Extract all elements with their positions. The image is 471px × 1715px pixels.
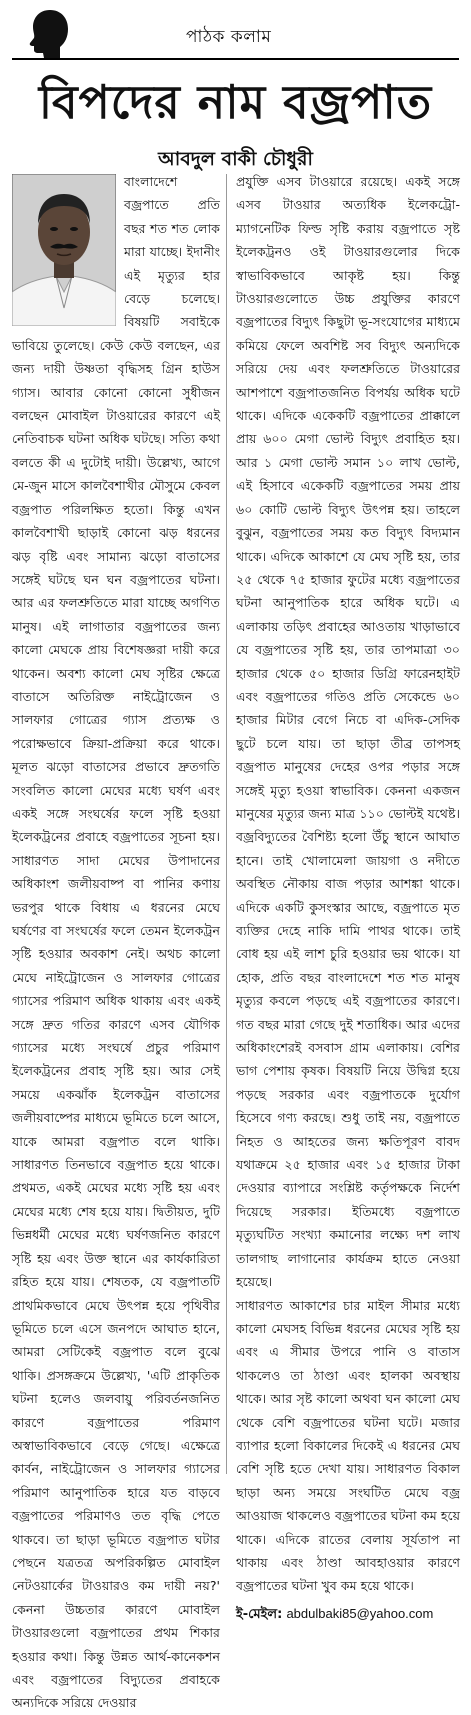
left-column bbox=[12, 170, 220, 1715]
email-label: ই-মেইল: bbox=[236, 1606, 283, 1622]
head-silhouette-icon bbox=[26, 8, 70, 58]
right-column-text-1: প্রযুক্তি এসব টাওয়ারে রয়েছে। একই সঙ্গে এসব টাওয়ার অত্যধিক ইলেকট্রো-ম্যাগনেটিক ফিল্ড সৃষ্টি করায় বজ্রপাতে সৃষ্ট ইলেকট্রনও ওই টাওয়ারগুলোর দিকে স্বাভাবিকভাবে আকৃষ্ট হয়। কিন্তু টাওয়ারগুলোতে উচ্চ প্রযুক্তির কারণে বজ্রপাতের বিদ্যুৎ কিছুটা ভূ-সংযোগের মাধ্যমে কমিয়ে ফেলে অবশিষ্ট সব বিদ্যুৎ অন্যদিকে সরিয়ে দেয় এবং ফলশ্রুতিতে টাওয়ারের আশপাশে বজ্রপাতজনিত বিপর্যয় অধিক ঘটে থাকে। এদিকে একেকটি বজ্রপাতের প্রাক্কালে প্রায় ৬০০ মেগা ভোল্ট বিদ্যুৎ প্রবাহিত হয়। আর ১ মেগা ভোল্ট সমান ১০ লাখ ভোল্ট, এই হিসাবে একেকটি বজ্রপাতের সময় প্রায় ৬০ কোটি ভোল্ট বিদ্যুৎ উৎপন্ন হয়। তাহলে বুঝুন, বজ্রপাতের সময় কত বিদ্যুৎ বিদ্যমান থাকে। এদিকে আকাশে যে মেঘ সৃষ্টি হয়, তার ২৫ থেকে ৭৫ হাজার ফুটের মধ্যে বজ্রপাতের ঘটনা আনুপাতিক হারে অধিক ঘটে। এ এলাকায় তড়িৎ প্রবাহের আওতায় খাড়াভাবে যে বজ্রপাতের সৃষ্টি হয়, তার তাপমাত্রা ৩০ হাজার থেকে ৫০ হাজার ডিগ্রি ফারেনহাইট এবং বজ্রপাতের গতিও প্রতি সেকেন্ডে ৬০ হাজার মিটার বেগে নিচে বা এদিক-সেদিক ছুটে চলে যায়। তা ছাড়া তীব্র তাপসহ বজ্রপাত মানুষের দেহের ওপর পড়ার সঙ্গে সঙ্গেই মৃত্যু হওয়া স্বাভাবিক। কেননা একজন মানুষের মৃত্যুর জন্য মাত্র ১১০ ভোল্টই যথেষ্ট। বজ্রবিদ্যুতের বৈশিষ্ট্য হলো উঁচু স্থানে আঘাত হানে। তাই খোলামেলা জায়গা ও নদীতে অবস্থিত নৌকায় বাজ পড়ার আশঙ্কা থাকে। এদিকে একটি কুসংস্কার আছে, বজ্রপাতে মৃত ব্যক্তির দেহে নাকি দামি পাথর থাকে। তাই বোধ হয় এই লাশ চুরি হওয়ার ভয় থাকে। যা হোক, প্রতি বছর বাংলাদেশে শত শত মানুষ মৃত্যুর কবলে পড়ছে এই বজ্রপাতের কারণে। গত বছর মারা গেছে দুই শতাধিক। আর এদের অধিকাংশেরই বসবাস গ্রাম এলাকায়। বেশির ভাগ পেশায় কৃষক। বিষয়টি নিয়ে উদ্বিগ্ন হয়ে পড়ছে সরকার এবং বজ্রপাতকে দুর্যোগ হিসেবে গণ্য করছে। শুধু তাই নয়, বজ্রপাতে নিহত ও আহতের জন্য ক্ষতিপূরণ বাবদ যথাক্রমে ২৫ হাজার এবং ১৫ হাজার টাকা দেওয়ার ব্যাপারে সংশ্লিষ্ট কর্তৃপক্ষকে নির্দেশ দিয়েছে সরকার। ইতিমধ্যে বজ্রপাতে মৃত্যুঘটিত সংখ্যা কমানোর লক্ষ্যে দশ লাখ তালগাছ লাগানোর কার্যক্রম হাতে নেওয়া হয়েছে। bbox=[236, 174, 460, 1290]
headline: বিপদের নাম বজ্রপাত bbox=[38, 75, 433, 129]
left-column-text: বাংলাদেশে বজ্রপাতে প্রতি বছর শত শত লোক মারা যাচ্ছে। ইদানীং এই মৃত্যুর হার বেড়ে চলেছে। বিষয়টি সবাইকে ভাবিয়ে তুলেছে। কেউ কেউ বলছেন, এর জন্য দায়ী উষ্ণতা বৃদ্ধিসহ গ্রিন হাউস গ্যাস। আবার কোনো কোনো সুধীজন বলছেন মোবাইল টাওয়ারের কারণে এই নেতিবাচক ঘটনা অধিক ঘটছে। সত্যি কথা বলতে কী এ দুটোই দায়ী। উল্লেখ্য, আগে মে-জুন মাসে কালবৈশাখীর মৌসুমে কেবল বজ্রপাত পরিলক্ষিত হতো। কিন্তু এখন কালবৈশাখী ছাড়াই কোনো ঝড় ধরনের ঝড় বৃষ্টি এবং সামান্য ঝড়ো বাতাসের সঙ্গেই ঘটছে ঘন ঘন বজ্রপাতের ঘটনা। আর এর ফলশ্রুতিতে মারা যাচ্ছে অগণিত মানুষ। এই লাগাতার বজ্রপাতের জন্য কালো মেঘকে প্রায় বিশেষজ্ঞরা দায়ী করে থাকেন। অবশ্য কালো মেঘ সৃষ্টির ক্ষেত্রে বাতাসে অতিরিক্ত নাইট্রোজেন ও সালফার গোত্রের গ্যাস প্রত্যক্ষ ও পরোক্ষভাবে ক্রিয়া-প্রক্রিয়া করে থাকে। মূলত ঝড়ো বাতাসের প্রভাবে দ্রুতগতি সংবলিত কালো মেঘের মধ্যে ঘর্ষণ এবং একই সঙ্গে সংঘর্ষের ফলে সৃষ্টি হওয়া ইলেকট্রনের প্রবাহে বজ্রপাতের সূচনা হয়। সাধারণত সাদা মেঘের উপাদানের অধিকাংশ জলীয়বাষ্প বা পানির কণায় ভরপুর থাকে বিধায় এ ধরনের মেঘে ঘর্ষণের বা সংঘর্ষের ফলে তেমন ইলেকট্রন সৃষ্টি হওয়ার অবকাশ নেই। অথচ কালো মেঘে নাইট্রোজেন ও সালফার গোত্রের গ্যাসের পরিমাণ অধিক থাকায় এবং একই সঙ্গে দ্রুত গতির কারণে এসব যৌগিক গ্যাসের মধ্যে সংঘর্ষে প্রচুর পরিমাণ ইলেকট্রনের প্রবাহ সৃষ্টি হয়। আর সেই সময়ে একঝাঁক ইলেকট্রন বাতাসের জলীয়বাষ্পের মাধ্যমে ভূমিতে চলে আসে, যাকে আমরা বজ্রপাত বলে থাকি। সাধারণত তিনভাবে বজ্রপাত হয়ে থাকে। প্রথমত, একই মেঘের মধ্যে সৃষ্টি হয় এবং মেঘের মধ্যে শেষ হয়ে যায়। দ্বিতীয়ত, দুটি ভিন্নধর্মী মেঘের মধ্যে ঘর্ষণজনিত কারণে সৃষ্টি হয় এবং উক্ত স্থানে এর কার্যকারিতা রহিত হয়ে যায়। শেষতক, যে বজ্রপাতটি প্রাথমিকভাবে মেঘে উৎপন্ন হয়ে পৃথিবীর ভূমিতে চলে এসে জনপদে আঘাত হানে, আমরা সেটিকেই বজ্রপাত বলে বুঝে থাকি। প্রসঙ্গক্রমে উল্লেখ্য, 'এটি প্রাকৃতিক ঘটনা হলেও জলবায়ু পরিবর্তনজনিত কারণে বজ্রপাতের পরিমাণ অস্বাভাবিকভাবে বেড়ে গেছে। এক্ষেত্রে কার্বন, নাইট্রোজেন ও সালফার গ্যাসের পরিমাণ আনুপাতিক হারে যত বাড়বে বজ্রপাতের পরিমাণও তত বৃদ্ধি পেতে থাকবে। তা ছাড়া ভূমিতে বজ্রপাত ঘটার পেছনে যত্রতত্র অপরিকল্পিত মোবাইল নেটওয়ার্কের টাওয়ারও কম দায়ী নয়?' কেননা উচ্চতার কারণে মোবাইল টাওয়ারগুলো বজ্রপাতের প্রথম শিকার হওয়ার কথা। কিন্তু উন্নত আর্থ-কানেকশন এবং বজ্রপাতের বিদ্যুতের প্রবাহকে অন্যদিকে সরিয়ে দেওয়ার bbox=[12, 174, 220, 1711]
section-label: পাঠক কলাম bbox=[186, 27, 272, 47]
section-header bbox=[0, 0, 471, 60]
header-rule bbox=[12, 58, 459, 60]
author-portrait bbox=[12, 174, 116, 326]
column-divider bbox=[226, 174, 227, 1474]
author-photo bbox=[12, 174, 116, 326]
byline: আবদুল বাকী চৌধুরী bbox=[158, 148, 313, 170]
right-column-text-2: সাধারণত আকাশের চার মাইল সীমার মধ্যে কালো মেঘসহ বিভিন্ন ধরনের মেঘের সৃষ্টি হয় এবং এ সীমার উপরে পানি ও বাতাস থাকলেও তা ঠাণ্ডা এবং হালকা অবস্থায় থাকে। আর সৃষ্ট কালো অথবা ঘন কালো মেঘ থেকে বেশি বজ্রপাতের ঘটনা ঘটে। মজার ব্যাপার হলো বিকালের দিকেই এ ধরনের মেঘ বেশি সৃষ্টি হতে দেখা যায়। সাধারণত বিকাল ছাড়া অন্য সময়ে সংঘটিত মেঘে বজ্র আওয়াজ থাকলেও বজ্রপাতের ঘটনা কম হয়ে থাকে। এদিকে রাতের বেলায় সূর্যতাপ না থাকায় এবং ঠাণ্ডা আবহাওয়ার কারণে বজ্রপাতের ঘটনা খুব কম হয়ে থাকে। bbox=[236, 1297, 460, 1594]
right-column bbox=[236, 170, 460, 1626]
email-link[interactable]: abdulbaki85@yahoo.com bbox=[286, 1605, 434, 1621]
email-line bbox=[236, 1602, 460, 1626]
